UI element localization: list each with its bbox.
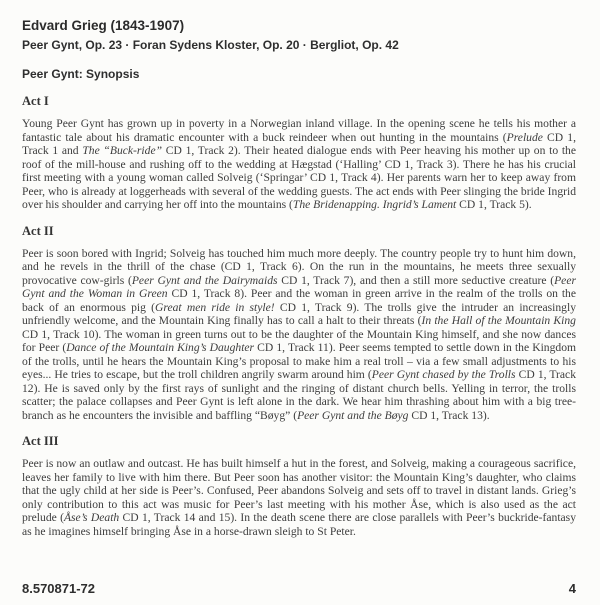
composer-title: Edvard Grieg (1843-1907) — [22, 18, 185, 33]
act-2-paragraph: Peer is soon bored with Ingrid; Solveig has touched him much more deeply. The country people try to hunt him down, and he revels in the thrill of the chase (CD 1, Track 6). On the run in the mountains, he meets three sexually provocative cow-girls (Peer Gynt and the Dairymaids CD 1, Track 7), and then a still more seductive creature (Peer Gynt and the Woman in Green CD 1, Track 8). Peer and the woman in green arrive in the realm of the trolls on the back of an enormous pig (Great men ride in style! CD 1, Track 9). The trolls give the intruder an increasingly unfriendly welcome, and the Mountain King finally has to call a halt to their threats (In the Hall of the Mountain King CD 1, Track 10). The woman in green turns out to be the daughter of the Mountain King himself, and she now dances for Peer (Dance of the Mountain King’s Daughter CD 1, Track 11). Peer seems tempted to settle down in the Kingdom of the trolls, until he hears the Mountain King’s proposal to make him a real troll – via a few small adjustments to his eyes... He tries to escape, but the troll children angrily swarm around him (Peer Gynt chased by the Trolls CD 1, Track 12). He is saved only by the first rays of sunlight and the ringing of distant church bells. Yelling in terror, the trolls scatter; the palace collapses and Peer Gynt is left alone in the dark. We hear him thrashing about him with a big tree-branch as he encounters the invisible and baffling “Bøyg” (Peer Gynt and the Bøyg CD 1, Track 13). — [22, 246, 577, 422]
page-number: 4 — [568, 581, 576, 596]
page-header — [22, 18, 576, 81]
act-2-section — [22, 224, 576, 423]
act-3-paragraph: Peer is now an outlaw and outcast. He has built himself a hut in the forest, and Solveig, making a courageous sacrifice, leaves her family to live with him there. But Peer soon has another visitor: the Mountain King’s daughter, who claims that the ugly child at her side is Peer’s. Confused, Peer abandons Solveig and sets off to travel in distant lands. Grieg’s only contribution to this act was music for Peer’s last meeting with his mother Åse, which is also used as the act prelude (Åse’s Death CD 1, Track 14 and 15). In the death scene there are close parallels with Peer’s buckride-fantasy as he imagines himself bringing Åse in a horse-drawn sleigh to St Peter. — [22, 457, 576, 538]
act-3-section — [22, 434, 576, 538]
works-line: Peer Gynt, Op. 23 · Foran Sydens Kloster, Op. 20 · Bergliot, Op. 42 — [22, 38, 399, 52]
catalog-number: 8.570871-72 — [22, 581, 96, 596]
page-footer — [22, 581, 576, 596]
act-1-paragraph: Young Peer Gynt has grown up in poverty in a Norwegian inland village. In the opening scene he tells his mother a fantastic tale about his dramatic encounter with a buck reindeer when out hunting in the mountains (Prelude CD 1, Track 1 and The “Buck-ride” CD 1, Track 2). Their heated dialogue ends with Peer heaving his mother up on to the roof of the mill-house and rushing off to the wedding at Hægstad (‘Halling’ CD 1, Track 3). There he has his crucial first meeting with a young woman called Solveig (‘Springar’ CD 1, Track 4). Her parents warn her to keep away from Peer, who is already at loggerheads with several of the wedding guests. The act ends with Peer slinging the bride Ingrid over his shoulder and carrying her off into the mountains (The Bridenapping. Ingrid’s Lament CD 1, Track 5). — [22, 117, 576, 211]
synopsis-heading: Peer Gynt: Synopsis — [22, 67, 140, 81]
act-1-heading: Act I — [22, 94, 49, 108]
act-2-heading: Act II — [22, 223, 54, 238]
act-3-heading: Act III — [22, 434, 59, 448]
act-1-section — [22, 94, 576, 212]
